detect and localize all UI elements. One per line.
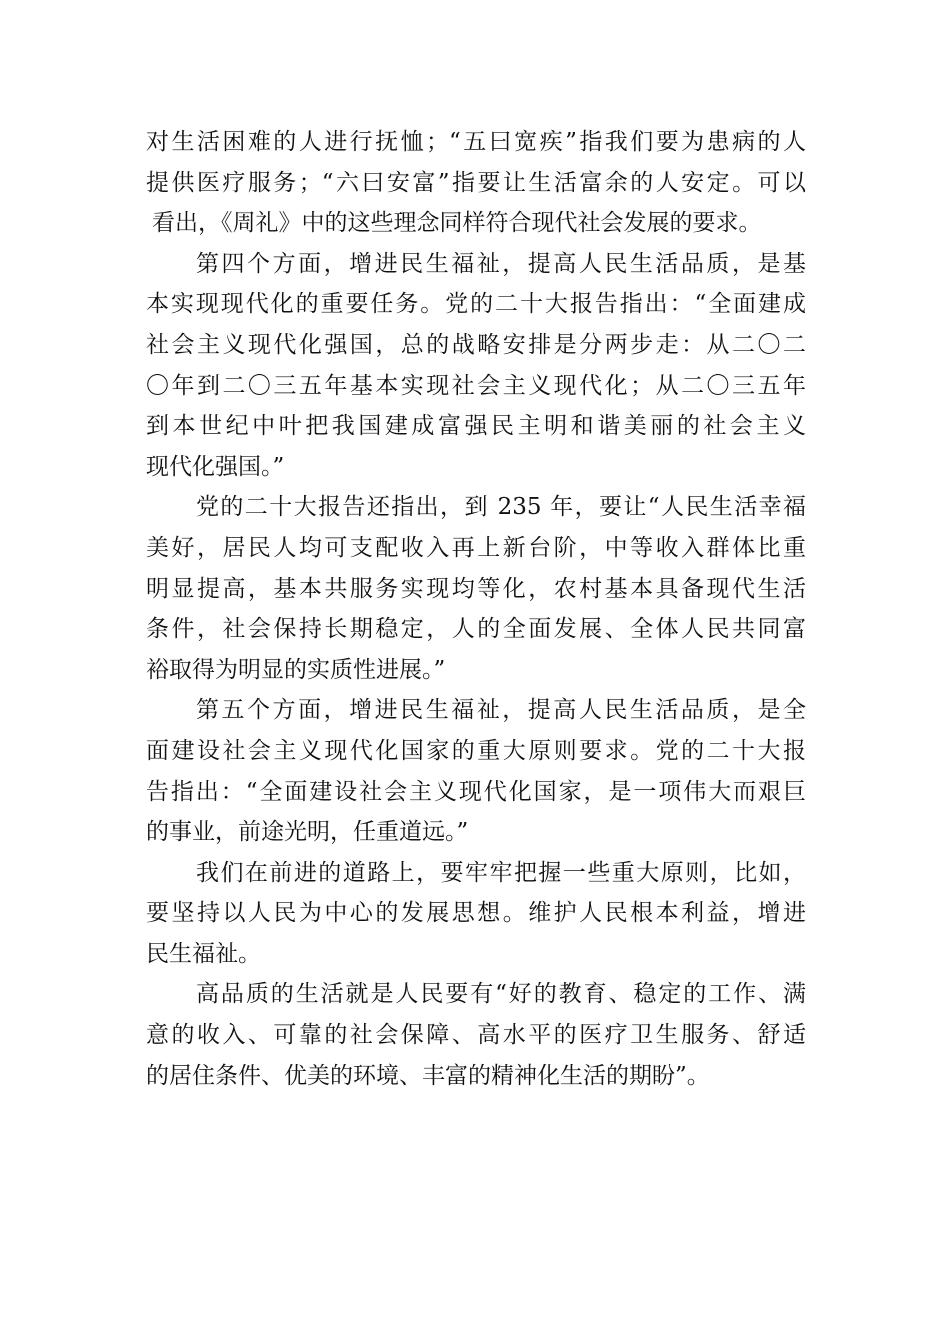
text-line: 对生活困难的人进行抚恤；“五曰宽疾”指我们要为患病的人: [146, 129, 806, 155]
text-line: 〇年到二〇三五年基本实现社会主义现代化；从二〇三五年: [146, 372, 806, 399]
paragraph-report-2035: [146, 487, 806, 690]
paragraph-continued: [146, 122, 806, 244]
body-text: [146, 122, 806, 1096]
paragraph-high-quality-life: [146, 974, 806, 1096]
text-line: 第五个方面，增进民生福祉，提高人民生活品质，是全: [196, 697, 806, 724]
text-line: 条件，社会保持长期稳定，人的全面发展、全体人民共同富: [146, 616, 806, 643]
text-line: 意的收入、可靠的社会保障、高水平的医疗卫生服务、舒适: [146, 1022, 806, 1049]
text-line: 党的二十大报告还指出，到 235 年，要让“人民生活幸福: [196, 494, 806, 521]
text-line: 本实现现代化的重要任务。党的二十大报告指出：“全面建成: [146, 291, 806, 318]
text-line: 我们在前进的道路上，要牢牢把握一些重大原则，比如，: [196, 859, 806, 886]
text-line: 美好，居民人均可支配收入再上新台阶，中等收入群体比重: [146, 534, 806, 561]
text-line: 的居住条件、优美的环境、丰富的精神化生活的期盼”。: [146, 1062, 710, 1089]
text-line: 高品质的生活就是人民要有“好的教育、稳定的工作、满: [196, 981, 806, 1008]
text-line: 裕取得为明显的实质性进展。”: [146, 656, 446, 683]
text-line: 现代化强国。”: [146, 453, 285, 480]
text-line: 到本世纪中叶把我国建成富强民主明和谐美丽的社会主义: [146, 413, 806, 440]
text-line: 第四个方面，增进民生福祉，提高人民生活品质，是基: [196, 250, 806, 277]
text-line: 社会主义现代化强国，总的战略安排是分两步走：从二〇二: [146, 331, 806, 358]
text-line: 明显提高，基本共服务实现均等化，农村基本具备现代生活: [146, 575, 806, 602]
text-line: 要坚持以人民为中心的发展思想。维护人民根本利益，增进: [146, 900, 806, 927]
paragraph-fourth-aspect: [146, 244, 806, 488]
text-line: 面建设社会主义现代化国家的重大原则要求。党的二十大报: [146, 737, 806, 764]
text-line: 民生福祉。: [146, 940, 261, 967]
text-line: 提供医疗服务；“六曰安富”指要让生活富余的人安定。可以: [146, 169, 806, 196]
paragraph-fifth-aspect: [146, 690, 806, 852]
text-line: 的事业，前途光明，任重道远。”: [146, 819, 469, 846]
text-line: 告指出：“全面建设社会主义现代化国家，是一项伟大而艰巨: [146, 778, 806, 805]
text-line: 看出，《周礼》中的这些理念同样符合现代社会发展的要求。: [152, 210, 762, 237]
paragraph-major-principles: [146, 853, 806, 975]
